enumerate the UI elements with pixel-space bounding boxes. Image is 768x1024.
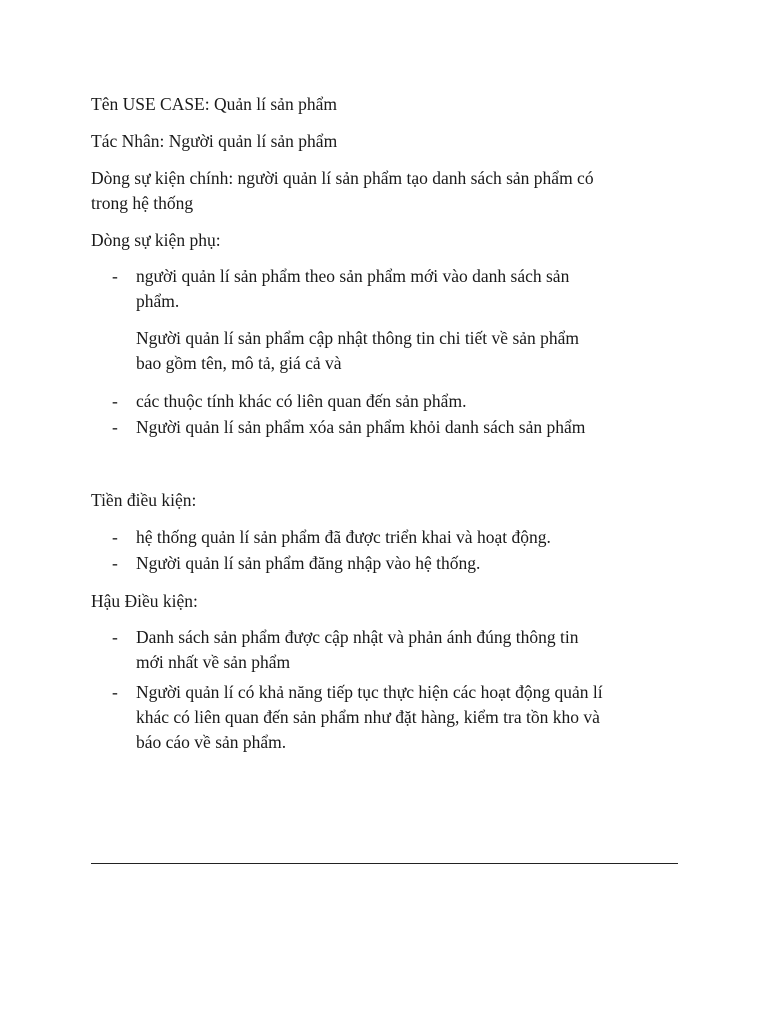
precondition-item: [136, 551, 696, 576]
sub-flow-item-line: phẩm.: [136, 291, 180, 311]
sub-flow-item-continuation: [136, 326, 696, 376]
use-case-title-text: Tên USE CASE: Quản lí sản phẩm: [91, 94, 337, 114]
postcondition-heading: [91, 589, 691, 614]
precondition-item-line: hệ thống quản lí sản phẩm đã được triển khai và hoạt động.: [136, 527, 551, 547]
main-flow-line: Dòng sự kiện chính: người quản lí sản phẩm tạo danh sách sản phẩm có: [91, 168, 594, 188]
sub-flow-item-line: các thuộc tính khác có liên quan đến sản phẩm.: [136, 391, 467, 411]
postcondition-item-line: báo cáo về sản phẩm.: [136, 732, 287, 752]
sub-flow-item: [136, 389, 696, 414]
sub-flow-item: [136, 264, 696, 314]
sub-flow-item-line: người quản lí sản phẩm theo sản phẩm mới vào danh sách sản: [136, 266, 570, 286]
list-bullet: -: [112, 553, 118, 573]
precondition-heading-text: Tiền điều kiện:: [91, 490, 197, 510]
actor-text: Tác Nhân: Người quản lí sản phẩm: [91, 131, 338, 151]
sub-flow-item-line: Người quản lí sản phẩm cập nhật thông tin chi tiết về sản phẩm: [136, 328, 580, 348]
postcondition-item-line: khác có liên quan đến sản phẩm như đặt hàng, kiểm tra tồn kho và: [136, 707, 600, 727]
precondition-item-line: Người quản lí sản phẩm đăng nhập vào hệ thống.: [136, 553, 481, 573]
precondition-heading: [91, 488, 691, 513]
main-flow-line: trong hệ thống: [91, 193, 194, 213]
precondition-item: [136, 525, 696, 550]
postcondition-item: [136, 680, 696, 755]
horizontal-rule: [91, 863, 678, 864]
postcondition-item: [136, 625, 696, 675]
list-bullet: -: [112, 527, 118, 547]
sub-flow-heading-text: Dòng sự kiện phụ:: [91, 230, 221, 250]
postcondition-item-line: Danh sách sản phẩm được cập nhật và phản ánh đúng thông tin: [136, 627, 579, 647]
list-bullet: -: [112, 682, 118, 702]
postcondition-item-line: Người quản lí có khả năng tiếp tục thực hiện các hoạt động quản lí: [136, 682, 603, 702]
list-bullet: -: [112, 627, 118, 647]
postcondition-heading-text: Hậu Điều kiện:: [91, 591, 198, 611]
sub-flow-item-line: Người quản lí sản phẩm xóa sản phẩm khỏi danh sách sản phẩm: [136, 417, 586, 437]
postcondition-item-line: mới nhất về sản phẩm: [136, 652, 291, 672]
sub-flow-item: [136, 415, 696, 440]
use-case-title: [91, 92, 691, 117]
sub-flow-item-line: bao gồm tên, mô tả, giá cả và: [136, 353, 342, 373]
list-bullet: -: [112, 266, 118, 286]
main-flow-paragraph: [91, 166, 691, 216]
actor-line: [91, 129, 691, 154]
sub-flow-heading: [91, 228, 691, 253]
list-bullet: -: [112, 417, 118, 437]
list-bullet: -: [112, 391, 118, 411]
